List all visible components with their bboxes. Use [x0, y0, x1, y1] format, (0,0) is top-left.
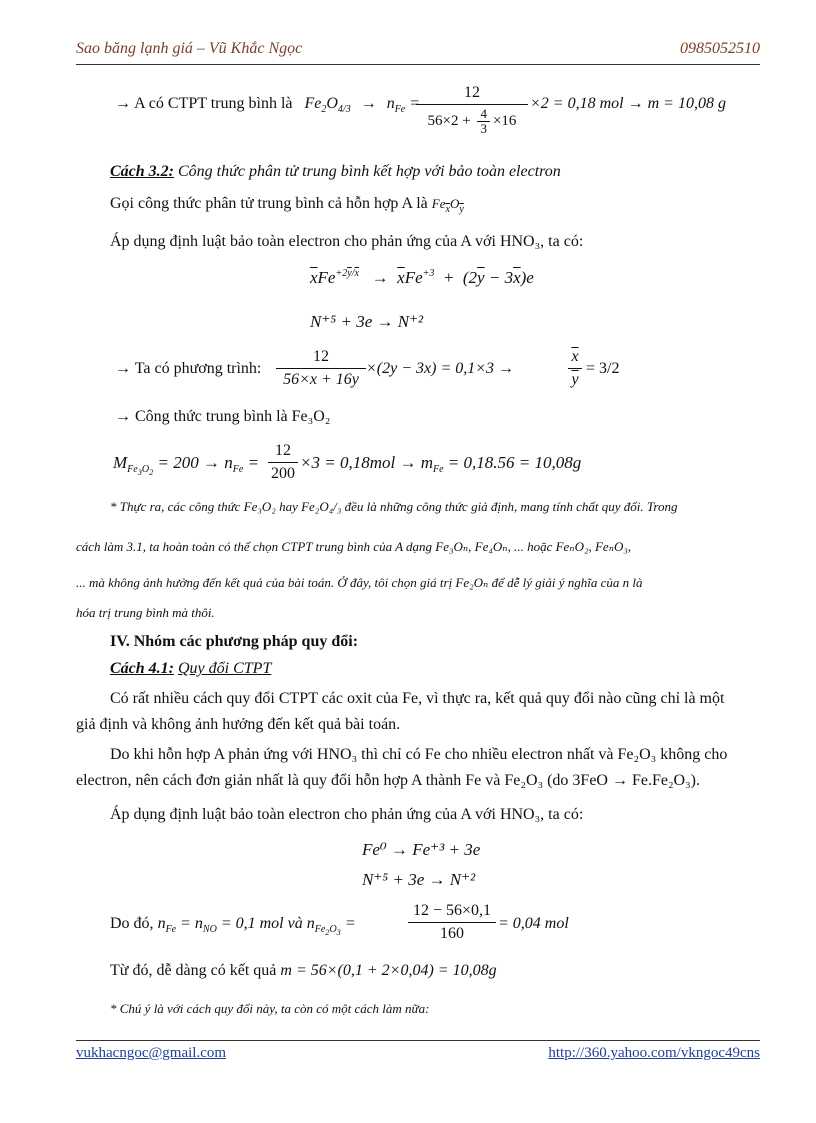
m-line-rest: $\times 3 = 0,18mol \to m_{Fe} = 0,18.56 = 10,08g$ [300, 453, 582, 475]
pt-fraction [276, 346, 366, 391]
page-footer [76, 1045, 760, 1067]
fraction-numerator: 12 [416, 82, 528, 105]
fe2o3-result: = 0,04 mol [498, 915, 569, 932]
x-over-y: $\overline{x}$ $\overline{y}$ [568, 346, 582, 391]
m-label: M [113, 453, 128, 472]
equation-4: N⁺⁵ + 3e → N⁺² [362, 870, 476, 889]
method-3-2-title: Cách 3.2: [110, 163, 174, 180]
note-2: cách làm 3.1, ta hoàn toàn có thể chọn CTPT trung bình của A dạng Fe₃Oₙ, Fe₄Oₙ, ... hoặc FeₙO₂, FeₙO₃, [76, 539, 632, 554]
note-4: hóa trị trung bình mà thôi. [76, 605, 215, 620]
paragraph-3: Áp dụng định luật bảo toàn electron cho phản ứng của A với HNO₃, ta có: [110, 806, 584, 823]
paragraph-2a: Do khi hỗn hợp A phản ứng với HNO₃ thì chỉ có Fe cho nhiều electron nhất và Fe₂O₃ không cho [110, 746, 728, 763]
avg-formula-result: → Công thức trung bình là Fe₃O₂ [115, 408, 331, 425]
avg-formula-prefix: → A có CTPT trung bình là [115, 95, 293, 112]
avg-formula-intro [110, 195, 464, 215]
method-4-1-title: Cách 4.1: [110, 660, 174, 677]
fe2o3-num: 12 − 56×0,1 [408, 900, 496, 923]
pt-fraction-den: 56×x + 16y [283, 371, 359, 388]
ratio-result: = 3/2 [586, 360, 620, 377]
pt-fraction-num: 12 [276, 346, 366, 369]
header-phone: 0985052510 [680, 40, 760, 57]
equation-2: N⁺⁵ + 3e → N⁺² [310, 312, 424, 331]
m-line-c: ×3 = 0,18mol → m [300, 453, 433, 472]
therefore-line: Do đó, $n_{Fe} = n_{NO} = 0,1$ mol và $n_{Fe_2O_3}$ = [110, 915, 356, 937]
arrow: → [360, 95, 377, 112]
fe2o4-3-formula: $Fe_2O_{4/3}$ [304, 95, 351, 115]
avg-formula-intro-text: Gọi công thức phân tử trung bình cả hỗn hợp A là [110, 195, 428, 212]
n-fe: $n_{Fe}$ = [386, 95, 421, 115]
therefore-label: Do đó, [110, 915, 154, 932]
fraction-denominator: 56×2 + $\frac{4}{3}$ ×16 [427, 106, 517, 136]
note-3: ... mà không ảnh hưởng đến kết quả của bài toán. Ở đây, tôi chọn giá trị Fe₂Oₙ để dễ lý giải ý nghĩa của n là [76, 575, 643, 590]
paragraph-1b: giả định và không ảnh hưởng đến kết quả bài toán. [76, 716, 401, 733]
method-4-1-heading [110, 660, 271, 678]
electron-conservation-intro: Áp dụng định luật bảo toàn electron cho phản ứng của A với HNO₃, ta có: [110, 233, 584, 250]
footer-url-link[interactable]: http://360.yahoo.com/vkngoc49cns [548, 1045, 760, 1061]
fe2o3-den: 160 [440, 925, 464, 942]
avg-formula-line [115, 92, 420, 122]
equation-1: $\overline{x}Fe^{+2\overline{y}/\overline{x}} \to \overline{x}Fe^{+3} + (2\overline{y} - 3\overline{x})e$ [310, 268, 534, 287]
footer-divider [76, 1040, 760, 1041]
paragraph-2b: electron, nên cách đơn giản nhất là quy đổi hỗn hợp A thành Fe và Fe₂O₃ (do 3FeO → Fe.Fe₂O₃). [76, 772, 701, 789]
fe2o3-fraction [408, 900, 496, 945]
m-fraction: 12 200 [268, 440, 298, 485]
therefore-value: = 0,1 mol và [220, 915, 303, 932]
m-line-b: = 200 → n [157, 453, 233, 472]
page-header [76, 40, 760, 62]
pt-rest: ×(2y − 3x) = 0,1×3 → [366, 360, 515, 377]
fraction-l1 [416, 82, 528, 136]
note-5: * Chú ý là với cách quy đổi này, ta còn có một cách làm nữa: [110, 1001, 430, 1016]
method-4-1-desc: Quy đổi CTPT [178, 660, 272, 677]
paragraph-1a: Có rất nhiều cách quy đổi CTPT các oxit của Fe, vì thực ra, kết quả quy đổi nào cũng chỉ là một [110, 690, 725, 707]
header-divider [76, 64, 760, 65]
note-1: * Thực ra, các công thức Fe₃O₂ hay Fe₂O₄/₃ đều là những công thức giả định, mang tính chất quy đổi. Trong [110, 499, 678, 514]
equation-prefix: → Ta có phương trình: [115, 360, 262, 377]
header-title: Sao băng lạnh giá – Vũ Khắc Ngọc [76, 40, 303, 57]
conclusion-line [110, 962, 497, 980]
l1-result: ×2 = 0,18 mol → m = 10,08 g [530, 95, 726, 112]
equation-3: Fe⁰ → Fe⁺³ + 3e [362, 840, 481, 859]
footer-email-link[interactable]: vukhacngoc@gmail.com [76, 1045, 227, 1061]
method-3-2-heading [110, 163, 561, 181]
method-3-2-desc: Công thức phân tử trung bình kết hợp với bảo toàn electron [178, 163, 561, 180]
molar-mass-line: $M_{Fe_3O_2} = 200 \to n_{Fe}$ = [113, 453, 260, 477]
conclusion-text: Từ đó, dễ dàng có kết quả [110, 962, 277, 979]
section-4-heading: IV. Nhóm các phương pháp quy đổi: [110, 633, 359, 650]
conclusion-eq: m = 56×(0,1 + 2×0,04) = 10,08g [280, 962, 497, 979]
m-line-d: = 0,18.56 = 10,08g [447, 453, 582, 472]
fexoy-formula: $Fe_{\overline{x}}O_{\overline{y}}$ [431, 196, 464, 215]
